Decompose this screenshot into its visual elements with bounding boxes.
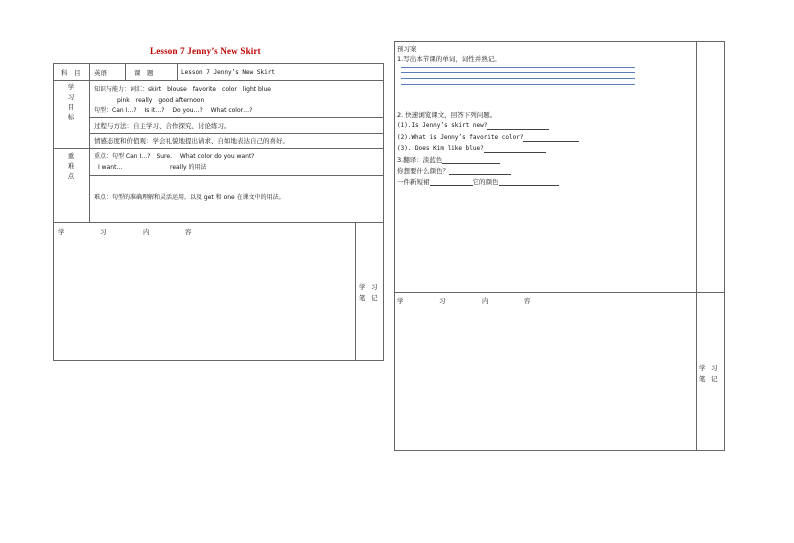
header-char: 容 — [185, 228, 192, 236]
translation-1 — [397, 167, 511, 175]
notes-char: 笔 — [699, 375, 706, 383]
divider — [89, 117, 384, 118]
notes-char: 记 — [711, 375, 718, 383]
task-3 — [397, 156, 500, 164]
header-char: 内 — [482, 297, 489, 305]
notes-char: 记 — [371, 294, 378, 302]
task-1: 1.写出本节课的单词，词性并熟记。 — [397, 55, 501, 63]
question-2 — [397, 134, 579, 142]
key-point-line-2b: really 的用法 — [170, 164, 207, 171]
question-3 — [397, 145, 546, 153]
question-text: (3). Does Kim like blue? — [397, 145, 484, 152]
answer-blank[interactable] — [499, 185, 559, 186]
header-char: 学 — [58, 228, 65, 236]
writing-line — [401, 78, 635, 79]
divider — [53, 80, 384, 81]
lesson-title: Lesson 7 Jenny’s New Skirt — [150, 46, 261, 56]
question-text: (2).What is Jenny’s favorite color? — [397, 134, 524, 141]
question-1 — [397, 122, 549, 130]
label-char: 难 — [67, 162, 75, 170]
process-objective: 过程与方法：自主学习、合作探究、讨论练习。 — [94, 122, 231, 130]
topic-label: 课 题 — [134, 69, 154, 77]
answer-blank[interactable] — [523, 141, 579, 142]
writing-line — [401, 72, 635, 73]
answer-blank[interactable] — [442, 163, 500, 164]
label-char: 标 — [67, 113, 75, 121]
divider — [53, 148, 384, 149]
divider — [696, 41, 697, 451]
header-char: 内 — [143, 228, 150, 236]
notes-char: 学 — [359, 283, 366, 291]
objectives-label — [66, 82, 76, 122]
divider — [53, 222, 384, 223]
answer-blank[interactable] — [487, 129, 549, 130]
divider — [89, 175, 384, 176]
emotion-objective: 情感态度和价值观：学会礼貌地提出请求、自如地表达自己的喜好。 — [94, 137, 289, 145]
subject-value: 英语 — [94, 69, 107, 77]
knowledge-line-2: pink really good afternoon — [117, 97, 205, 104]
task-2: 2. 快速浏览课文，回答下列问题。 — [397, 111, 497, 119]
label-char: 目 — [67, 103, 75, 111]
answer-blank[interactable] — [449, 174, 511, 175]
divider — [355, 222, 356, 361]
translation-2 — [397, 178, 559, 186]
label-char: 重 — [67, 152, 75, 160]
notes-char: 习 — [371, 283, 378, 291]
label-char: 点 — [67, 172, 75, 180]
writing-line — [401, 84, 635, 85]
key-point-line-2a: I want… — [98, 164, 123, 171]
preview-title: 预习案 — [397, 45, 417, 53]
header-char: 习 — [100, 228, 107, 236]
task-text: 3.翻译：淡蓝色 — [397, 156, 443, 164]
divider — [177, 63, 178, 80]
right-frame — [394, 41, 725, 451]
subject-label: 科 目 — [61, 69, 81, 77]
answer-blank[interactable] — [484, 152, 546, 153]
notes-char: 习 — [711, 364, 718, 372]
header-char: 习 — [439, 297, 446, 305]
translation-text: 它的颜色 — [472, 178, 499, 186]
label-char: 学 — [67, 83, 75, 91]
key-point-line-1: 重点：句型 Can I…? Sure. What color do you want? — [94, 153, 255, 160]
translation-text: 一件新短裙 — [397, 178, 430, 186]
label-char: 习 — [67, 93, 75, 101]
difficult-point: 难点：句型的准确理解和灵活运用，以及 get 和 one 在课文中的用法。 — [94, 194, 285, 201]
divider — [394, 292, 725, 293]
translation-text: 你想要什么颜色？ — [397, 167, 449, 175]
header-char: 容 — [524, 297, 531, 305]
question-text: (1).Is Jenny’s skirt new? — [397, 122, 488, 129]
divider — [89, 133, 384, 134]
topic-value: Lesson 7 Jenny’s New Skirt — [181, 69, 275, 76]
answer-blank[interactable] — [430, 185, 473, 186]
knowledge-line-1: 知识与能力：词汇：skirt blouse favorite color light blue — [94, 86, 271, 93]
header-char: 学 — [397, 297, 404, 305]
key-points-label — [66, 151, 76, 181]
notes-char: 笔 — [359, 294, 366, 302]
notes-char: 学 — [699, 364, 706, 372]
divider — [89, 63, 90, 222]
divider — [125, 63, 126, 80]
writing-line — [401, 67, 635, 68]
knowledge-line-3: 句型：Can I…? Is it…? Do you…? What color…? — [94, 107, 253, 114]
